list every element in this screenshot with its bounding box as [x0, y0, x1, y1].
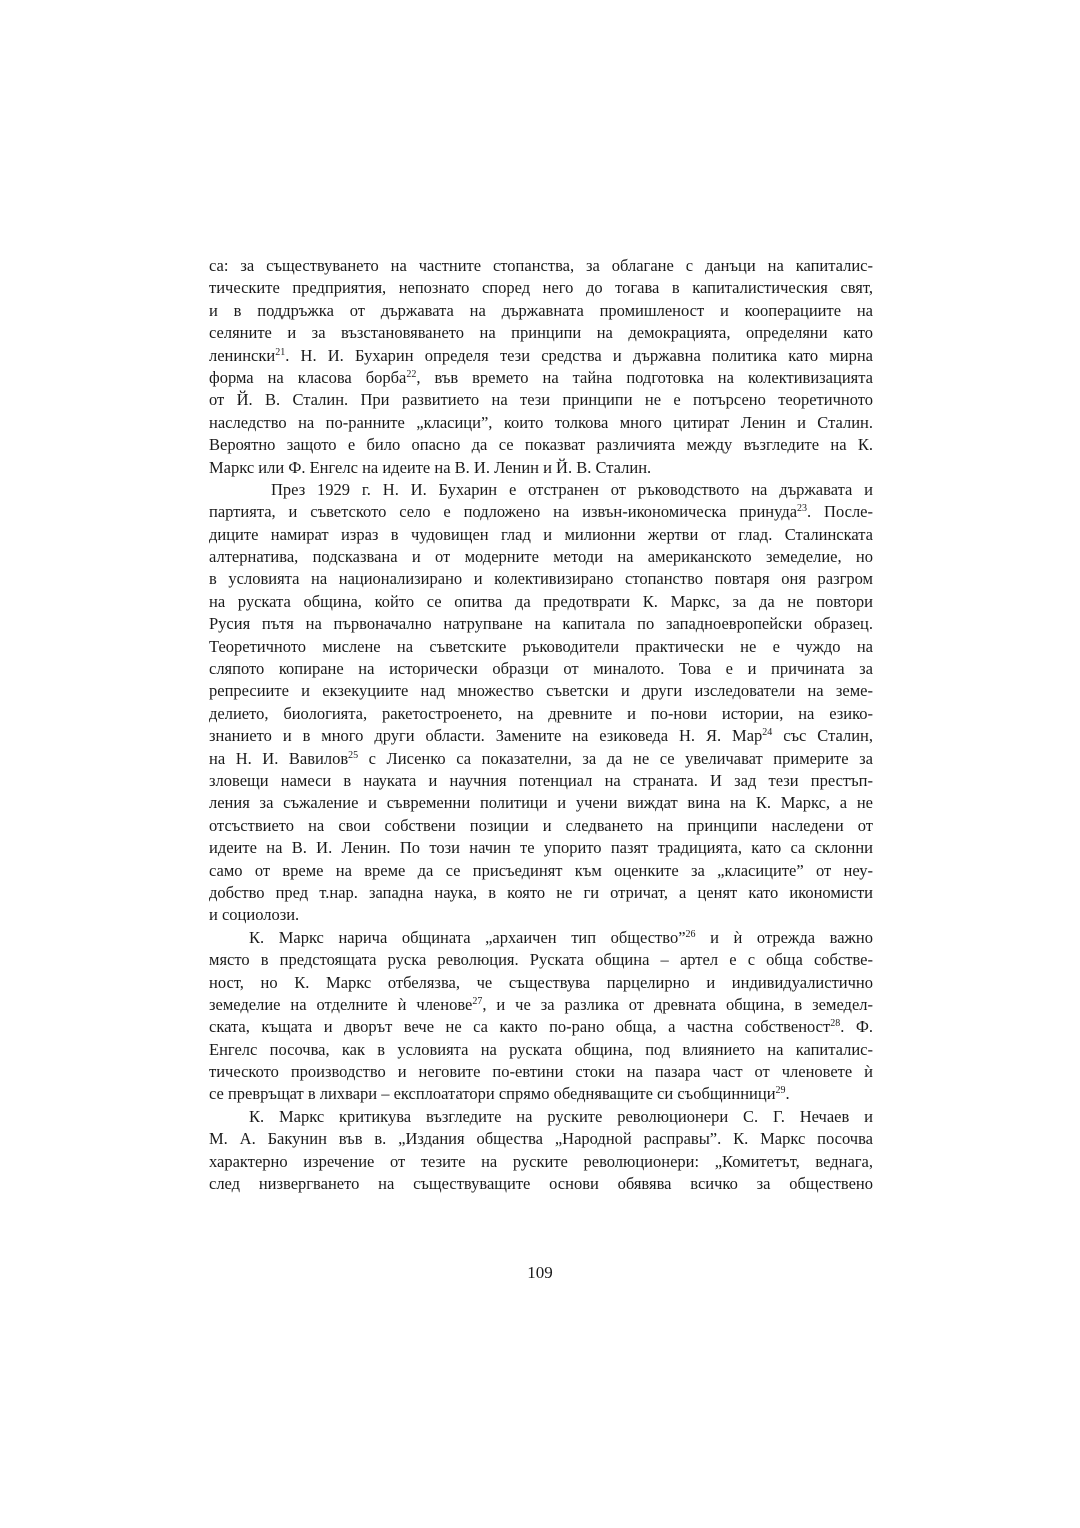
line-text: ност, но К. Маркс отбелязва, че съществува парцелирно и индивидуалистично: [209, 972, 873, 992]
text-line: [209, 703, 873, 725]
line-text: Маркс или Ф. Енгелс на идеите на В. И. Ленин и Й. В. Сталин.: [209, 457, 652, 477]
text-line: [209, 591, 873, 613]
line-text: отсъствието на свои собствени позиции и следването на принципи наследени от: [209, 815, 873, 835]
text-line: [209, 837, 873, 859]
line-text: ската, къщата и дворът вече не са както по-рано обща, а частна собственост: [209, 1017, 831, 1037]
text-line: [209, 748, 873, 770]
text-line: [209, 658, 873, 680]
text-line: [209, 815, 873, 837]
line-text: в условията на национализирано и колективизирано стопанство повтаря оня разгром: [209, 569, 873, 589]
text-line: [209, 1083, 873, 1105]
line-text: зловещи намеси в науката и научния потенциал на страната. И зад тези престъп-: [209, 770, 873, 790]
page-number: 109: [527, 1263, 553, 1282]
text-line: [209, 1016, 873, 1038]
line-text: сляпото копиране на исторически образци от миналото. Това е и причината за: [209, 659, 873, 679]
line-text-tail: . Ф.: [840, 1017, 873, 1037]
text-line: [209, 300, 873, 322]
footnote-reference: 26: [685, 928, 696, 940]
text-line: [209, 255, 873, 277]
line-text: характерно изречение от тезите на руските революционери: „Комитетът, веднага,: [209, 1151, 873, 1171]
line-text: Енгелс посочва, как в условията на руската община, под влиянието на капиталис-: [209, 1039, 873, 1059]
text-line: [209, 927, 873, 949]
line-text: репресиите и екзекуциите над множество съветски и други изследователи на земе-: [209, 681, 873, 701]
line-text: на Н. И. Вавилов: [209, 748, 349, 768]
line-text: ленински: [209, 345, 276, 365]
text-line: [209, 792, 873, 814]
line-text-tail: и ѝ отрежда важно: [695, 927, 873, 947]
text-line: [209, 1128, 873, 1150]
line-text-tail: .: [785, 1084, 790, 1104]
line-text-tail: , във времето на тайна подготовка на колективизацията: [416, 367, 873, 387]
footnote-reference: 27: [472, 995, 483, 1007]
text-line: [209, 770, 873, 792]
line-text: М. А. Бакунин във в. „Издания общества „Народной расправы”. К. Маркс посочва: [209, 1129, 873, 1149]
footnote-reference: 24: [762, 727, 773, 739]
line-text: и социолози.: [209, 905, 300, 925]
text-line: [209, 1151, 873, 1173]
text-line: [209, 725, 873, 747]
line-text-tail: със Сталин,: [772, 726, 873, 746]
text-line: [209, 904, 873, 926]
line-text-tail: . Н. И. Бухарин определя тези средства и държавна политика като мирна: [285, 345, 873, 365]
line-text: тическото производство и неговите по-евтини стоки на пазара част от членовете ѝ: [209, 1062, 873, 1082]
line-text: През 1929 г. Н. И. Бухарин е отстранен от ръководството на държавата и: [271, 479, 873, 499]
line-text: алтернатива, подсказвана и от модерните методи на американското земеделие, но: [209, 547, 873, 567]
line-text: Вероятно защото е било опасно да се показват различията между възгледите на К.: [209, 435, 873, 455]
footnote-reference: 21: [275, 346, 286, 358]
footnote-reference: 25: [348, 749, 359, 761]
line-text: са: за съществуването на частните стопанства, за облагане с данъци на капиталис-: [209, 256, 873, 275]
text-line: [209, 994, 873, 1016]
text-line: [209, 501, 873, 523]
line-text: Теоретичното мислене на съветските ръководители практически не е чуждо на: [209, 636, 873, 656]
text-line: [209, 949, 873, 971]
line-text: на руската община, който се опитва да предотврати К. Маркс, за да не повтори: [209, 591, 873, 611]
footnote-reference: 28: [830, 1018, 841, 1030]
line-text: тическите предприятия, непознато според него до тогава в капиталистическия свят,: [209, 278, 873, 298]
line-text: форма на класова борба: [209, 367, 407, 387]
line-text: само от време на време да се присъединят към оценките за „класиците” от неу-: [209, 860, 873, 880]
line-text: наследство на по-ранните „класици”, които толкова много цитират Ленин и Сталин.: [209, 412, 873, 432]
text-line: [209, 1039, 873, 1061]
line-text: място в предстоящата руска революция. Руската община – артел е с обща собстве-: [209, 950, 873, 970]
text-line: [209, 860, 873, 882]
line-text: К. Маркс критикува възгледите на руските революционери С. Г. Нечаев и: [249, 1106, 873, 1126]
text-line: [209, 972, 873, 994]
text-line: [209, 322, 873, 344]
line-text-tail: . После-: [807, 502, 873, 522]
line-text: диците намират израз в чудовищен глад и милионни жертви от глад. Сталинската: [209, 524, 873, 544]
text-line: [209, 680, 873, 702]
line-text: Русия пътя на първоначално натрупване на капитала по западноевропейски образец.: [209, 614, 873, 634]
footnote-reference: 22: [406, 368, 417, 380]
text-line: [209, 389, 873, 411]
text-line: [209, 524, 873, 546]
text-line: [209, 367, 873, 389]
line-text: след низвергването на съществуващите основи обявява всичко за обществено: [209, 1174, 873, 1194]
line-text: знанието и в много други области. Замените на езиковеда Н. Я. Мар: [209, 726, 763, 746]
text-line: [209, 345, 873, 367]
line-text: добство пред т.нар. западна наука, в която не ги отричат, а ценят като икономисти: [209, 882, 873, 902]
text-line: [209, 568, 873, 590]
text-line: [209, 636, 873, 658]
line-text: ления за съжаление и съвременни политици и учени виждат вина на К. Маркс, а не: [209, 793, 873, 813]
text-line: [209, 434, 873, 456]
line-text: селяните и за възстановяването на принципи на демокрацията, определяни като: [209, 323, 873, 343]
footnote-reference: 29: [775, 1085, 786, 1097]
line-text: земеделие на отделните ѝ членове: [209, 994, 473, 1014]
text-line: [209, 1173, 873, 1195]
text-line: [209, 1106, 873, 1128]
line-text: се превръщат в лихвари – експлоататори спрямо обедняващите си съобщинници: [209, 1084, 776, 1104]
line-text-tail: с Лисенко са показателни, за да не се увеличават примерите за: [358, 748, 873, 768]
footnote-reference: 23: [797, 503, 808, 515]
text-line: [209, 1061, 873, 1083]
text-line: [209, 613, 873, 635]
line-text: делието, биологията, ракетостроенето, на древните и по-нови истории, на езико-: [209, 703, 873, 723]
line-text: идеите на В. И. Ленин. По този начин те упорито пазят традицията, като са склонни: [209, 838, 873, 858]
text-line: [209, 882, 873, 904]
line-text: партията, и съветското село е подложено на извън-икономическа принуда: [209, 502, 798, 522]
line-text: К. Маркс нарича общината „архаичен тип общество”: [249, 927, 686, 947]
body-text: [209, 255, 873, 1195]
line-text: от Й. В. Сталин. При развитието на тези принципи не е потърсено теоретичното: [209, 390, 873, 410]
text-line: [209, 546, 873, 568]
text-line: [209, 457, 873, 479]
line-text: и в поддръжка от държавата на държавната промишленост и кооперациите на: [209, 300, 873, 320]
text-line: [209, 412, 873, 434]
line-text-tail: , и че за разлика от древната община, в земедел-: [482, 994, 873, 1014]
text-line: [209, 277, 873, 299]
text-line: [209, 479, 873, 501]
